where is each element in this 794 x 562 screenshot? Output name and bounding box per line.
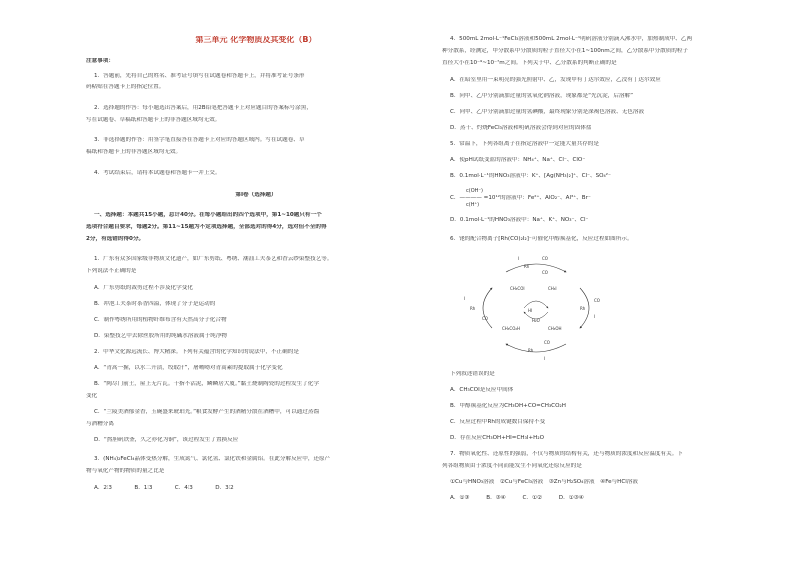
svg-text:CO: CO	[542, 256, 548, 261]
option: C．———— =10¹²的溶液中：Fe²⁺、AlO₂⁻、Al³⁺、Br⁻	[450, 195, 591, 201]
question-7: 7．物质氧化性、还原性的强弱，不仅与物质的结构有关，还与物质的浓度和反应温度有关。下	[450, 451, 683, 457]
question-3: 3．(NH₄)₂FeCl₄晶体受热分解，生成氮气、氯化氢、氯化铁和金属铝。在此分解反应中，还原产	[94, 456, 331, 462]
question-4: 4．500mL 2mol·L⁻¹FeCl₃溶液和500mL 2mol·L⁻¹明矾溶液分别滴入沸水中，加热制成甲、乙两	[450, 36, 693, 42]
option: B．“陶尽门前土，屋上无片瓦。十指不沾泥，鳞鳞居大厦。”黏土烧制陶瓷的过程发生了化学	[94, 381, 319, 387]
text-line: 2分，有选错的得0分。	[86, 236, 145, 242]
option: B．0.1mol·L⁻¹的HNO₃溶液中：K⁺、[Ag(NH₃)₂]⁺、Cl⁻、SO₄²⁻	[450, 173, 611, 179]
svg-text:I: I	[544, 356, 546, 361]
option: C．制作粤绣所用的植物纤维布含有天然高分子化合物	[94, 317, 227, 323]
option: C．反应过程中Rh的成键数目保持不变	[450, 419, 546, 425]
question-1: 1．广东有众多国家级非物质文化遗产，如广东剪纸、粤绣、潮汕工夫茶艺和香云纱染整技艺等。	[94, 256, 333, 262]
fraction-numerator: c(OH⁻)	[466, 188, 483, 194]
text-line: 与酒糟分离	[86, 421, 114, 427]
question-2: 2．中华文化源远流长、博大精深。下列有关蕴含的化学知识的说法中，不正确的是	[94, 349, 299, 355]
text-line: 下列叙述错误的是	[450, 371, 495, 377]
label-ch3coi: CH₃COI	[510, 286, 525, 291]
text-line: 变化	[86, 393, 98, 399]
section-heading: 第Ⅰ卷（选择题）	[235, 192, 277, 198]
option: A．使pH试纸变蓝的溶液中：NH₄⁺、Na⁺、Cl⁻、ClO⁻	[450, 157, 586, 163]
option: B．向甲、乙中分别滴加过量的氢氧化钠溶液，现象都是“先沉淀，后溶解”	[450, 93, 634, 99]
option: D．蒸干、灼烧FeCl₃溶液和明矾溶液会得到对应的固体盐	[450, 125, 592, 131]
text-line: 列各组物质由于浓度不同而能发生不同氧化还原反应的是	[442, 463, 582, 469]
label-ch3co2h: CH₃CO₂H	[502, 326, 520, 331]
option: A．在暗室里用一束明亮的强光照射甲、乙，发现甲有丁达尔效应，乙没有丁达尔效应	[450, 77, 661, 83]
svg-text:CO: CO	[544, 340, 550, 345]
text-line: 1．答题前，先将自己的姓名、准考证号填写在试题卷和答题卡上，并将准考证号条形	[94, 73, 305, 79]
option: D．存在反应CH₃OH+HI=CH₃I+H₂O	[450, 435, 545, 441]
text-line: 写在试题卷、草稿纸和答题卡上的非答题区域均无效。	[86, 117, 221, 123]
text-line: 种分散系，经测定，甲分散系中分散质的粒子直径大小在1~100nm之间，乙分散系中分散质的粒子	[442, 48, 689, 54]
options-row: A．①③ B．③④ C．①② D．①③④	[450, 495, 584, 501]
cycle-arrow	[483, 288, 492, 328]
svg-text:CO: CO	[482, 316, 488, 321]
svg-text:I: I	[518, 256, 520, 261]
question-5: 5．常温下，下列各组离子在指定溶液中一定能大量共存的是	[450, 141, 599, 147]
option: A．广东剪纸的裁剪过程不涉及化学变化	[94, 285, 193, 291]
options-row: A．2∶3 B．1∶3 C．4∶3 D．3∶2	[94, 485, 234, 491]
svg-text:CO: CO	[594, 298, 600, 303]
inner-arrow	[524, 301, 548, 308]
question-6: 6．铑的配合物离子[Rh(CO)₂I₂]⁻可催化甲醇羰基化，反应过程如图所示。	[450, 236, 633, 242]
text-line: 码粘贴在答题卡上的指定位置。	[86, 84, 165, 90]
text-line: 选项符合题目要求，每题2分。第11~15题为不定项选择题，全部选对的得4分，选对但不全的得	[86, 224, 327, 230]
option: B．冲泡工夫茶时茶香四溢，体现了分子是运动的	[94, 301, 216, 307]
text-line: 稿纸和答题卡上的非答题区域均无效。	[86, 149, 182, 155]
label-ch3i: CH₃I	[548, 286, 557, 291]
svg-text:Rh: Rh	[524, 264, 530, 269]
label-ch3oh: CH₃OH	[548, 326, 562, 331]
svg-text:Rh: Rh	[580, 306, 586, 311]
option: D．0.1mol·L⁻¹的HNO₃溶液中：Na⁺、K⁺、NO₃⁻、Cl⁻	[450, 217, 589, 223]
svg-text:I: I	[464, 296, 466, 301]
text-line: 物与氧化产物的物质的量之比是	[86, 468, 165, 474]
label-hi: HI	[528, 308, 533, 313]
svg-text:I: I	[594, 314, 596, 319]
option: B．甲醇羰基化反应为CH₃OH+CO=CH₃CO₂H	[450, 403, 566, 409]
option: C．“兰陵美酒郁金香，玉碗盛来琥珀光。”粮食发酵产生的酒精分散在酒糟中，可以通过蒸馏	[94, 409, 320, 415]
label-h2o: H₂O	[532, 318, 540, 323]
cycle-arrow	[506, 344, 566, 352]
page-title: 第三单元 化学物质及其变化（B）	[195, 36, 317, 43]
svg-text:Rh: Rh	[528, 348, 534, 353]
catalytic-cycle-diagram	[462, 250, 610, 364]
text-line: ①Cu与HNO₃溶液 ②Cu与FeCl₃溶液 ③Zn与H₂SO₄溶液 ④Fe与HCl溶液	[450, 479, 638, 485]
text-line: 直径大小在10⁻⁹~10⁻⁷m之间。下列关于甲、乙分散系的判断正确的是	[442, 60, 617, 66]
notice-heading: 注意事项：	[86, 58, 114, 64]
text-line: 3．非选择题的作答：用签字笔直接答在答题卡上对应的答题区域内。写在试题卷、草	[94, 137, 305, 143]
cycle-arrow	[506, 264, 566, 272]
option: A．CH₃COI是反应中间体	[450, 387, 514, 393]
text-line: 2．选择题的作答：每小题选出答案后，用2B铅笔把答题卡上对应题目的答案标号涂黑，	[94, 105, 312, 111]
option: D．“熬胆矾铁釜，久之亦化为铜”，该过程发生了置换反应	[94, 437, 239, 443]
svg-text:Rh: Rh	[470, 306, 476, 311]
fraction-denominator: c(H⁺)	[466, 202, 480, 208]
option: A．“青蒿一握，以水二升渍，绞取汁”，屠呦呦对青蒿素的提取属于化学变化	[94, 365, 283, 371]
text-line: 4．考试结束后，请将本试题卷和答题卡一并上交。	[94, 170, 221, 176]
text-line: 一、选择题：本题共15小题，总计40分。在每小题给出的四个选项中，第1~10题只有一个	[94, 212, 322, 218]
option: D．染整技艺中去除丝胶所用的纯碱水溶液属于纯净物	[94, 333, 227, 339]
option: C．向甲、乙中分别滴加过量的氢碘酸，最终现象分别是深褐色溶液、无色溶液	[450, 109, 645, 115]
svg-text:CO: CO	[542, 270, 548, 275]
rh-complex-right	[580, 298, 600, 319]
text-line: 下列说法不正确的是	[86, 268, 137, 274]
rh-complex-bottom	[528, 340, 550, 361]
